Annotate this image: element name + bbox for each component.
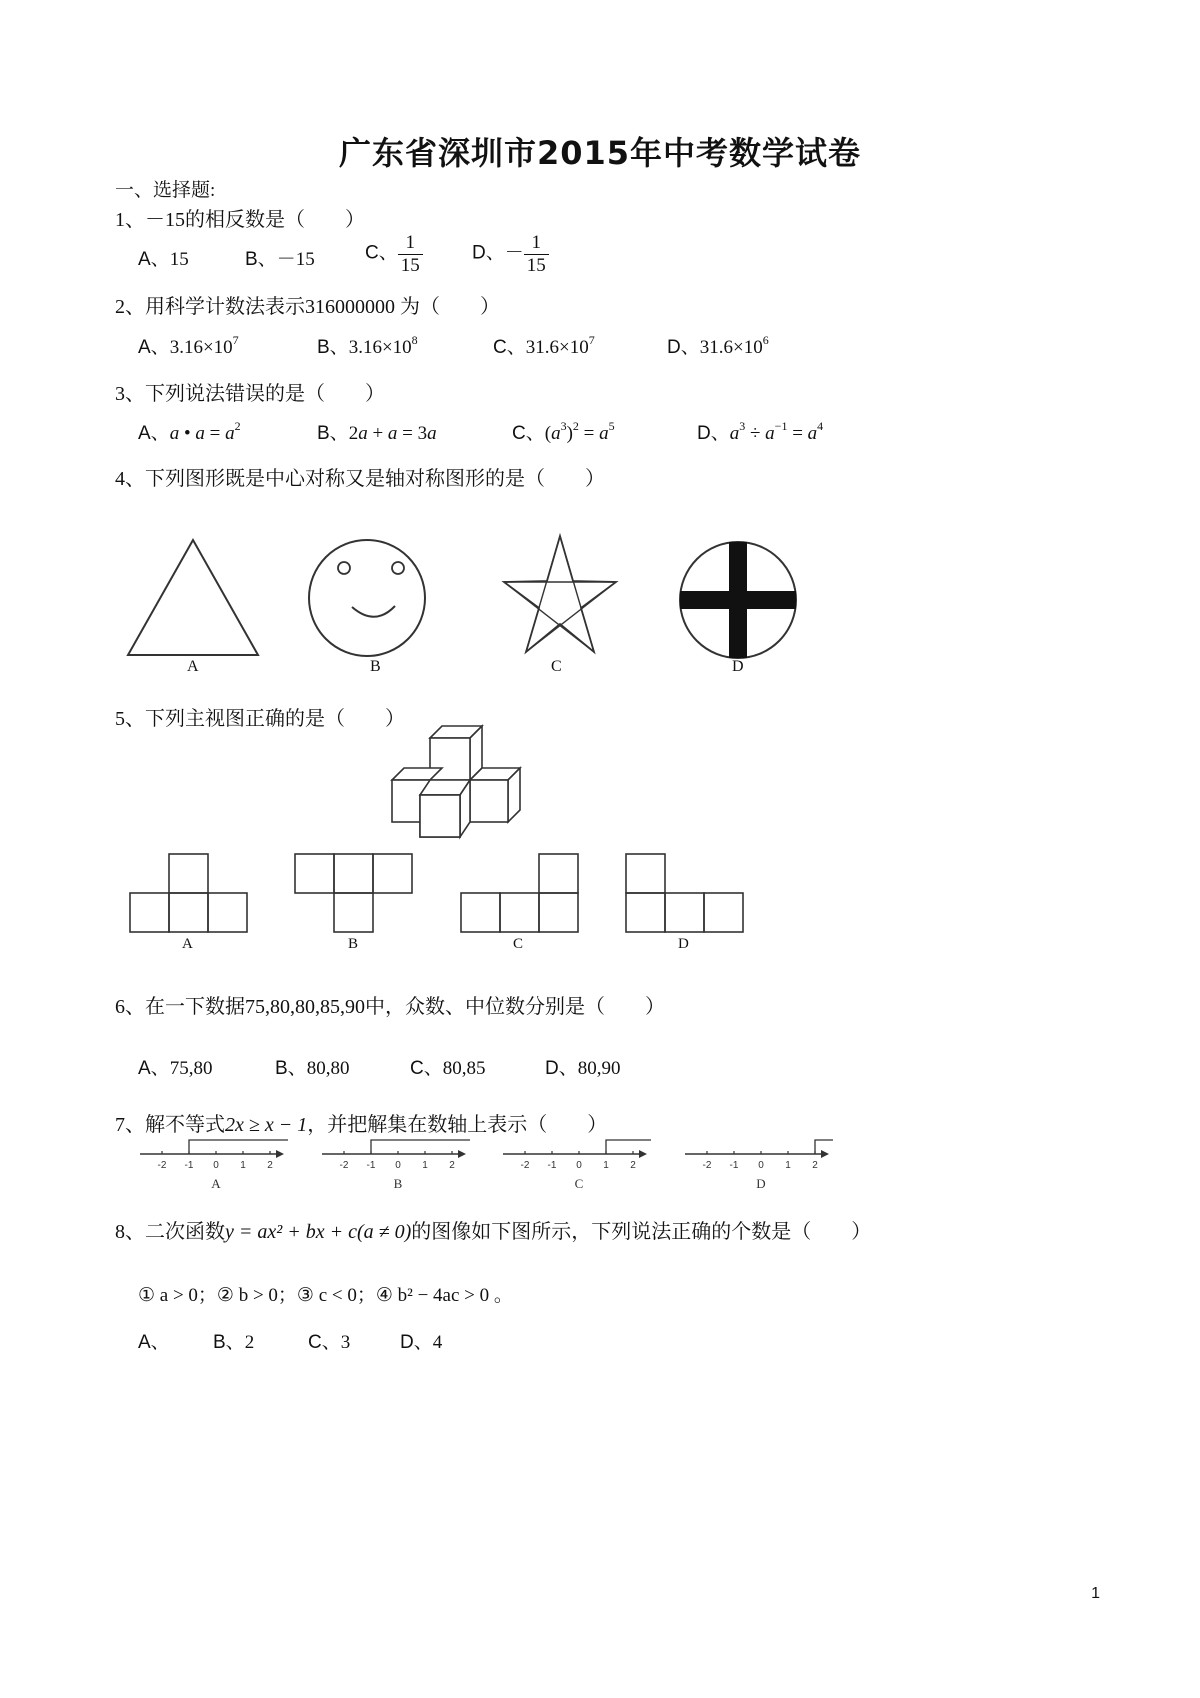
tick-label: 1 bbox=[422, 1160, 428, 1171]
number-line-label: A bbox=[211, 1176, 221, 1191]
q6-option-d: D、80,90 bbox=[545, 1058, 621, 1079]
tick-label: 1 bbox=[240, 1160, 246, 1171]
q5-label-c: C bbox=[513, 936, 524, 952]
question-4-stem: 4、下列图形既是中心对称又是轴对称图形的是（ ） bbox=[115, 468, 605, 490]
q6-option-a: A、75,80 bbox=[138, 1058, 213, 1079]
q6-option-c: C、80,85 bbox=[410, 1058, 486, 1079]
number-line-a bbox=[140, 1140, 288, 1191]
tick-label: -1 bbox=[547, 1160, 557, 1171]
tick-label: 2 bbox=[267, 1160, 273, 1171]
q3-option-b: B、2a + a = 3a bbox=[317, 423, 437, 444]
q3-option-a: A、a • $a = a^2$ bbox=[138, 419, 241, 444]
q1-option-b: B、－15 bbox=[245, 249, 315, 270]
q2-option-d: D、$31.6\times 10^6$ bbox=[667, 333, 769, 358]
q3-option-c: C、$(a^3)^2 = a^5$ bbox=[512, 419, 615, 444]
q1-option-d: D、－ $\frac{1}{15}$ bbox=[472, 232, 549, 277]
tick-label: -1 bbox=[366, 1160, 376, 1171]
q5-label-d: D bbox=[678, 936, 689, 952]
tick-label: 0 bbox=[395, 1160, 401, 1171]
question-2-stem: 2、用科学计数法表示316000000 为（ ） bbox=[115, 296, 500, 318]
tick-label: 0 bbox=[213, 1160, 219, 1171]
question-1-stem: 1、－15的相反数是（ ） bbox=[115, 209, 365, 231]
number-line-b bbox=[322, 1140, 470, 1191]
q5-label-a: A bbox=[182, 936, 193, 952]
q2-option-c: C、$31.6\times 10^7$ bbox=[493, 333, 595, 358]
q6-option-b: B、80,80 bbox=[275, 1058, 350, 1079]
tick-label: -1 bbox=[729, 1160, 739, 1171]
number-line-label: B bbox=[393, 1176, 403, 1191]
question-3-stem: 3、下列说法错误的是（ ） bbox=[115, 383, 385, 405]
q4-label-d: D bbox=[732, 658, 744, 675]
q4-label-c: C bbox=[551, 658, 562, 675]
tick-label: -2 bbox=[520, 1160, 530, 1171]
tick-label: 2 bbox=[812, 1160, 818, 1171]
q1-option-a: A、15 bbox=[138, 249, 189, 270]
tick-label: -2 bbox=[157, 1160, 167, 1171]
tick-label: 2 bbox=[630, 1160, 636, 1171]
tick-label: 2 bbox=[449, 1160, 455, 1171]
number-line-label: C bbox=[574, 1176, 584, 1191]
q5-label-b: B bbox=[348, 936, 359, 952]
q8-option-a: A、 bbox=[138, 1332, 170, 1353]
question-5-stem: 5、下列主视图正确的是（ ） bbox=[115, 708, 405, 730]
tick-label: 1 bbox=[785, 1160, 791, 1171]
q4-label-b: B bbox=[370, 658, 381, 675]
q3-option-d: D、$a^3 \div a^{-1} = a^4$ bbox=[697, 419, 824, 444]
number-line-d bbox=[685, 1140, 833, 1191]
tick-label: -1 bbox=[184, 1160, 194, 1171]
tick-label: 0 bbox=[576, 1160, 582, 1171]
fraction: $\frac{1}{15}$ bbox=[398, 232, 423, 277]
question-8-stem: 8、二次函数y = ax² + bx + c(a ≠ 0)的图像如下图所示，下列说法正确的个数是（ ） bbox=[115, 1221, 872, 1243]
q1-option-c: C、 $\frac{1}{15}$ bbox=[365, 232, 423, 277]
question-7-stem: 7、解不等式2x ≥ x − 1，并把解集在数轴上表示（ ） bbox=[115, 1114, 608, 1136]
q8-option-b: B、2 bbox=[213, 1332, 255, 1353]
q8-option-d: D、4 bbox=[400, 1332, 443, 1353]
tick-label: -2 bbox=[702, 1160, 712, 1171]
page-number: 1 bbox=[1091, 1585, 1100, 1602]
tick-label: 0 bbox=[758, 1160, 764, 1171]
page-title: 广东省深圳市2015年中考数学试卷 bbox=[338, 134, 862, 172]
q8-conditions: ① a > 0；② b > 0；③ c < 0；④ b² − 4ac > 0 。 bbox=[138, 1285, 513, 1306]
question-6-stem: 6、在一下数据75,80,80,85,90中，众数、中位数分别是（ ） bbox=[115, 996, 665, 1018]
q2-option-a: A、$3.16\times 10^7$ bbox=[138, 333, 239, 358]
tick-label: 1 bbox=[603, 1160, 609, 1171]
number-line-c bbox=[503, 1140, 651, 1191]
number-line-label: D bbox=[756, 1176, 766, 1191]
q4-label-a: A bbox=[187, 658, 199, 675]
q8-option-c: C、3 bbox=[308, 1332, 351, 1353]
q2-option-b: B、$3.16\times 10^8$ bbox=[317, 333, 418, 358]
fraction: $\frac{1}{15}$ bbox=[524, 232, 549, 277]
section-heading: 一、选择题: bbox=[115, 180, 216, 201]
tick-label: -2 bbox=[339, 1160, 349, 1171]
